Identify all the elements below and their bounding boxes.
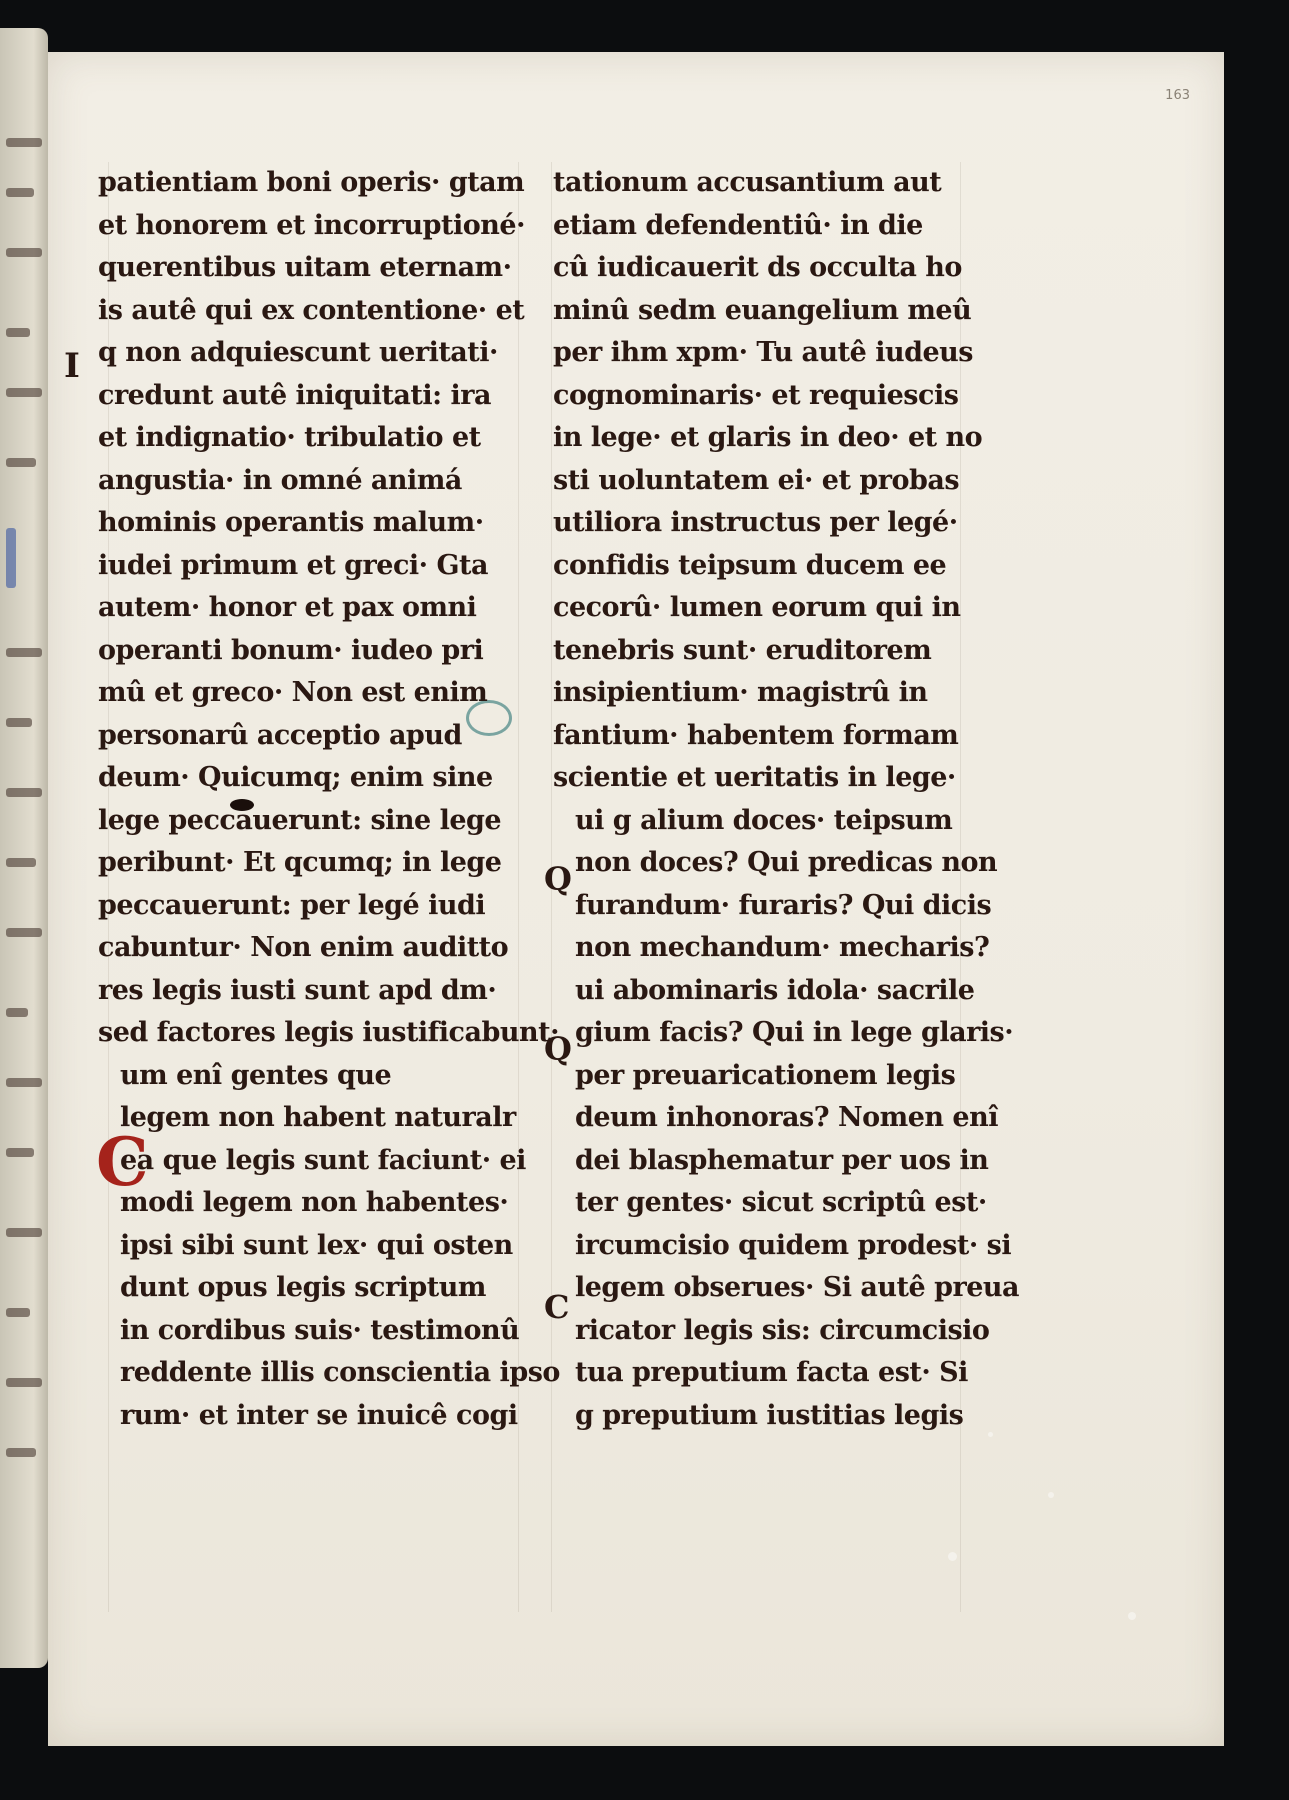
- text-line: ipsi sibi sunt lex· qui osten: [120, 1229, 513, 1261]
- text-line: utiliora instructus per legé·: [553, 507, 958, 538]
- initial-letter-Q: Q: [544, 1030, 572, 1068]
- text-line: legem non habent naturalr: [120, 1102, 516, 1133]
- text-line: peccauerunt: per legé iudi: [98, 889, 486, 921]
- text-line: angustia· in omné animá: [98, 464, 462, 496]
- text-line: rum· et inter se inuicê cogi: [120, 1399, 518, 1431]
- text-line: cecorû· lumen eorum qui in: [553, 592, 961, 623]
- text-line: minû sedm euangelium meû: [553, 294, 972, 326]
- text-line: per preuaricationem legis: [575, 1059, 956, 1091]
- red-initial-letter-C: C: [96, 1123, 149, 1201]
- text-line: fantium· habentem formam: [553, 719, 959, 751]
- text-line: g preputium iustitias legis: [575, 1399, 964, 1431]
- text-line: dei blasphematur per uos in: [575, 1144, 989, 1176]
- text-line: non mechandum· mecharis?: [575, 932, 990, 963]
- text-line: tenebris sunt· eruditorem: [553, 634, 932, 666]
- text-line: reddente illis conscientia ipso: [120, 1357, 560, 1388]
- text-line: sed factores legis iustificabunt·: [98, 1017, 559, 1048]
- text-line: sti uoluntatem ei· et probas: [553, 464, 960, 496]
- manuscript-folio: [48, 52, 1224, 1746]
- text-line: ircumcisio quidem prodest· si: [575, 1229, 1012, 1261]
- text-line: peribunt· Et qcumq; in lege: [98, 847, 502, 878]
- text-line: cû iudicauerit ds occulta ho: [553, 252, 962, 283]
- text-line: modi legem non habentes·: [120, 1187, 509, 1218]
- text-line: ea que legis sunt faciunt· ei: [120, 1144, 526, 1176]
- parchment-stain: [988, 1432, 993, 1437]
- parchment-stain: [1128, 1612, 1136, 1620]
- text-line: cabuntur· Non enim auditto: [98, 932, 509, 963]
- text-line: ricator legis sis: circumcisio: [575, 1314, 990, 1346]
- text-line: ter gentes· sicut scriptû est·: [575, 1187, 987, 1218]
- text-line: deum· Quicumq; enim sine: [98, 762, 493, 793]
- text-line: dunt opus legis scriptum: [120, 1272, 486, 1303]
- initial-letter-C: C: [544, 1288, 570, 1326]
- left-text-column: [98, 162, 560, 1437]
- parchment-stain: [948, 1552, 957, 1561]
- previous-leaf-edge: [0, 28, 48, 1668]
- text-line: autem· honor et pax omni: [98, 592, 477, 623]
- text-line: non doces? Qui predicas non: [575, 847, 998, 878]
- text-line: cognominaris· et requiescis: [553, 379, 959, 411]
- text-line: etiam defendentiû· in die: [553, 209, 923, 241]
- text-line: confidis teipsum ducem ee: [553, 549, 947, 581]
- text-line: et indignatio· tribulatio et: [98, 422, 481, 453]
- text-line: hominis operantis malum·: [98, 507, 484, 538]
- text-line: iudei primum et greci· Gta: [98, 549, 488, 581]
- text-line: gium facis? Qui in lege glaris·: [575, 1017, 1014, 1048]
- parchment-stain: [1048, 1492, 1054, 1498]
- text-line: et honorem et incorruptioné·: [98, 209, 525, 241]
- text-line: querentibus uitam eternam·: [98, 252, 512, 283]
- text-line: um enî gentes que: [120, 1059, 392, 1091]
- text-line: legem obserues· Si autê preua: [575, 1272, 1019, 1303]
- text-line: furandum· furaris? Qui dicis: [575, 889, 992, 921]
- text-line: personarû acceptio apud: [98, 719, 462, 751]
- text-line: in lege· et glaris in deo· et no: [553, 422, 983, 453]
- folio-number: 163: [1165, 88, 1190, 103]
- initial-letter-Q: Q: [544, 860, 572, 898]
- initial-letter-I: I: [64, 346, 80, 386]
- text-line: operanti bonum· iudeo pri: [98, 634, 484, 666]
- text-line: insipientium· magistrû in: [553, 677, 928, 708]
- text-line: tua preputium facta est· Si: [575, 1357, 968, 1388]
- right-text-column: [553, 162, 1019, 1437]
- text-line: lege peccauerunt: sine lege: [98, 804, 502, 836]
- text-line: res legis iusti sunt apd dm·: [98, 974, 497, 1006]
- text-line: patientiam boni operis· gtam: [98, 167, 525, 198]
- text-line: per ihm xpm· Tu autê iudeus: [553, 337, 973, 368]
- text-line: tationum accusantium aut: [553, 167, 942, 198]
- text-line: scientie et ueritatis in lege·: [553, 762, 956, 793]
- text-line: mû et greco· Non est enim: [98, 677, 488, 708]
- text-line: ui g alium doces· teipsum: [575, 804, 953, 836]
- text-line: credunt autê iniquitati: ira: [98, 379, 491, 411]
- text-line: ui abominaris idola· sacrile: [575, 974, 975, 1006]
- text-line: q non adquiescunt ueritati·: [98, 337, 498, 368]
- text-line: is autê qui ex contentione· et: [98, 294, 525, 326]
- text-line: in cordibus suis· testimonû: [120, 1314, 520, 1346]
- text-line: deum inhonoras? Nomen enî: [575, 1102, 998, 1133]
